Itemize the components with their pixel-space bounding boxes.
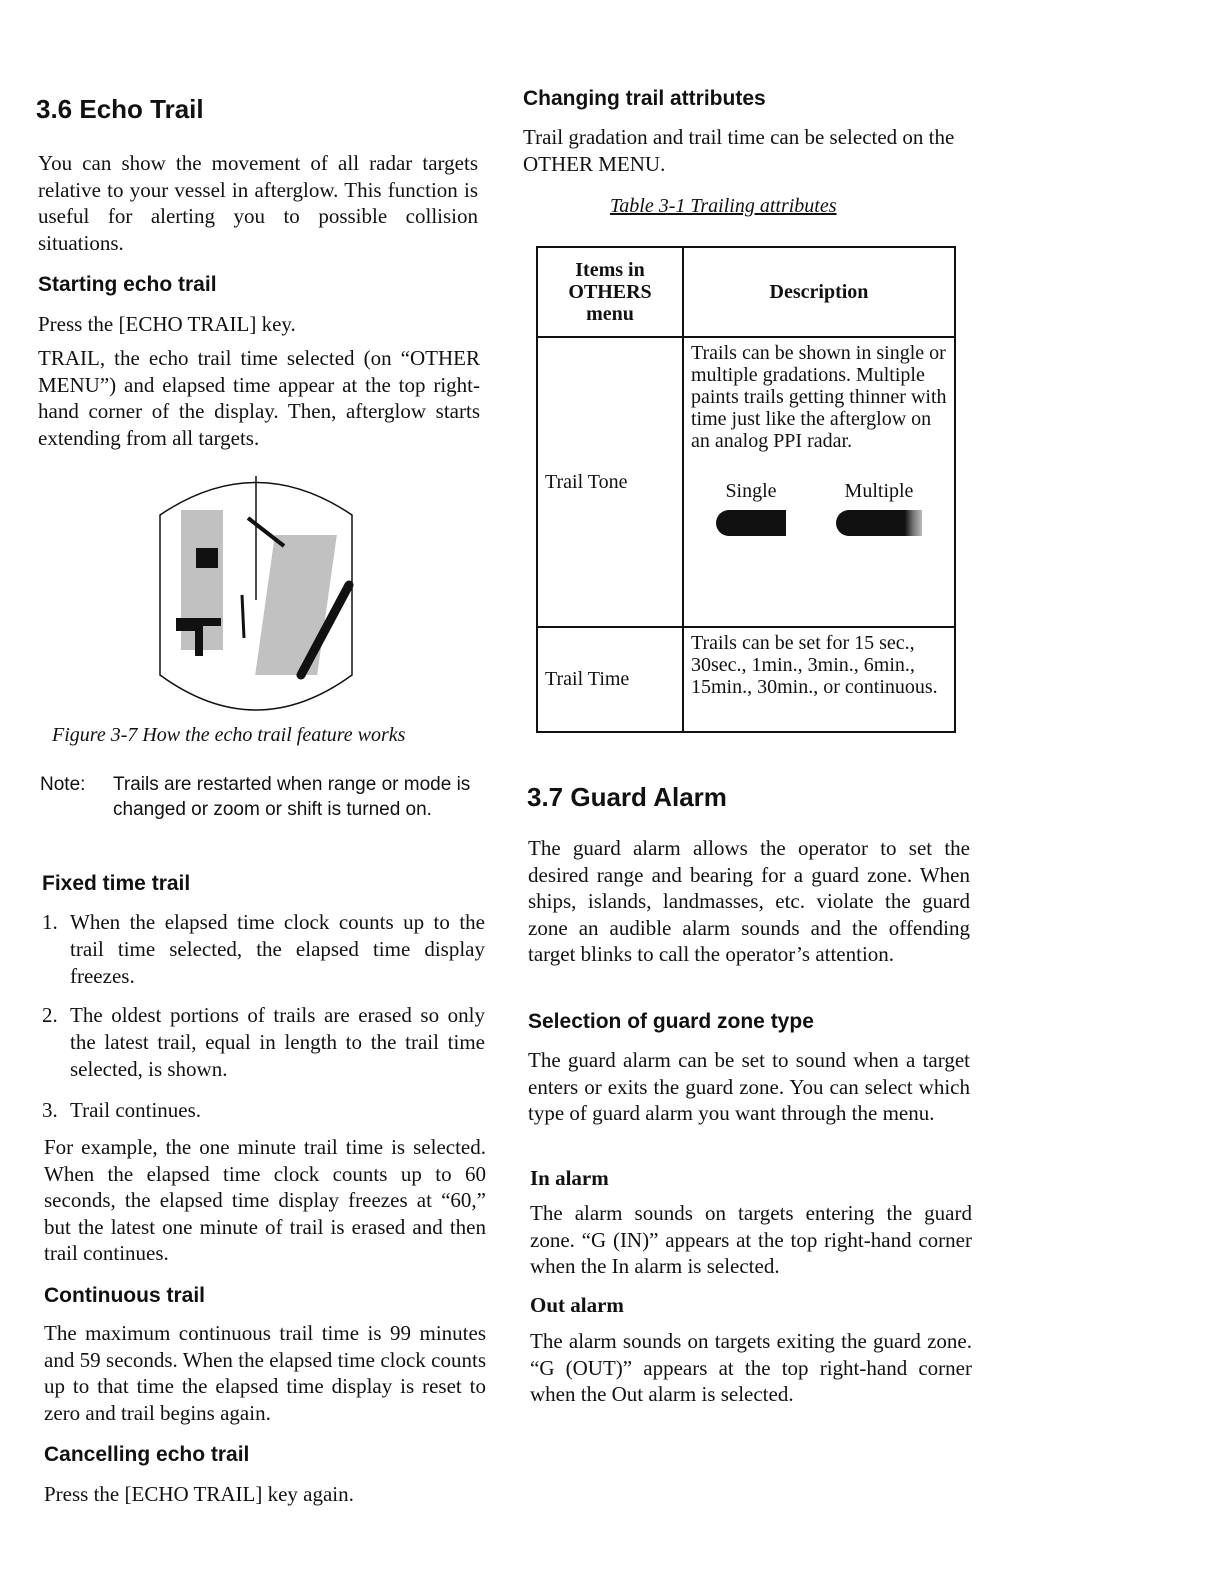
heading-continuous-trail: Continuous trail xyxy=(44,1284,205,1307)
continuous-trail-text: The maximum continuous trail time is 99 minutes and 59 seconds. When the elapsed time clock counts up to that time the elapsed time display is reset to zero and trail begins again. xyxy=(44,1321,486,1425)
list-text: Trail continues. xyxy=(70,1098,202,1122)
multiple-tone-bar xyxy=(836,510,922,536)
guard-alarm-intro: The guard alarm allows the operator to set the desired range and bearing for a guard zone. When ships, islands, landmasses, etc. violate the guard zone an audible alarm sounds and the offending target blinks to call the operator’s attention. xyxy=(528,836,970,966)
row-item: Trail Tone xyxy=(537,337,683,627)
heading-starting-echo-trail: Starting echo trail xyxy=(38,273,217,296)
list-item xyxy=(42,1097,485,1124)
heading-cancelling-echo-trail: Cancelling echo trail xyxy=(44,1443,250,1466)
figure-caption: Figure 3-7 How the echo trail feature works xyxy=(52,724,406,746)
echo-trail-intro: You can show the movement of all radar targets relative to your vessel in afterglow. This function is useful for alerting you to possible collision situations. xyxy=(38,151,478,255)
header-items: Items in OTHERS menu xyxy=(537,247,683,337)
table-caption: Table 3-1 Trailing attributes xyxy=(610,195,837,217)
table-row xyxy=(537,627,955,732)
row-description-cell xyxy=(683,337,955,627)
echo-trail-figure xyxy=(156,470,356,720)
note-text: Trails are restarted when range or mode is changed or zoom or shift is turned on. xyxy=(113,774,471,820)
heading-changing-trail-attributes: Changing trail attributes xyxy=(523,87,766,110)
guard-zone-type-text: The guard alarm can be set to sound when a target enters or exits the guard zone. You can select which type of guard alarm you want through the menu. xyxy=(528,1048,970,1125)
in-alarm-text: The alarm sounds on targets entering the guard zone. “G (IN)” appears at the top right-hand corner when the In alarm is selected. xyxy=(530,1201,972,1278)
table-header-row xyxy=(537,247,955,337)
multiple-label: Multiple xyxy=(844,480,914,502)
list-number: 2. xyxy=(42,1003,58,1027)
multiple-sample xyxy=(836,480,922,541)
section-title-guard-alarm: 3.7 Guard Alarm xyxy=(527,782,727,812)
starting-description: TRAIL, the echo trail time selected (on “OTHER MENU”) and elapsed time appear at the top right-hand corner of the display. Then, afterglow starts extending from all targets. xyxy=(38,346,480,450)
changing-trail-text: Trail gradation and trail time can be selected on the OTHER MENU. xyxy=(523,125,955,176)
single-tone-bar xyxy=(716,510,786,536)
table-row xyxy=(537,337,955,627)
fixed-trail-example: For example, the one minute trail time is selected. When the elapsed time clock counts up to 60 seconds, the elapsed time display freezes at “60,” but the latest one minute of trail is erased and then trail continues. xyxy=(44,1135,486,1265)
list-item xyxy=(42,1002,485,1083)
single-label: Single xyxy=(725,480,777,502)
trailing-attributes-table xyxy=(536,246,956,733)
section-title-echo-trail: 3.6 Echo Trail xyxy=(36,94,204,124)
cancel-text: Press the [ECHO TRAIL] key again. xyxy=(44,1482,354,1506)
single-sample xyxy=(716,480,786,541)
header-description: Description xyxy=(683,247,955,337)
list-item xyxy=(42,909,485,990)
heading-in-alarm: In alarm xyxy=(530,1166,609,1190)
list-number: 1. xyxy=(42,910,58,934)
out-alarm-text: The alarm sounds on targets exiting the guard zone. “G (OUT)” appears at the top right-hand corner when the Out alarm is selected. xyxy=(530,1329,972,1406)
list-text: When the elapsed time clock counts up to the trail time selected, the elapsed time display freezes. xyxy=(70,910,485,988)
starting-step: Press the [ECHO TRAIL] key. xyxy=(38,312,296,336)
note-label: Note: xyxy=(40,774,86,795)
row-description: Trails can be shown in single or multiple gradations. Multiple paints trails getting thinner with time just like the afterglow on an analog PPI radar. xyxy=(691,342,947,452)
heading-out-alarm: Out alarm xyxy=(530,1293,624,1317)
heading-fixed-time-trail: Fixed time trail xyxy=(42,872,191,895)
list-text: The oldest portions of trails are erased so only the latest trail, equal in length to the trail time selected, is shown. xyxy=(70,1003,485,1081)
list-number: 3. xyxy=(42,1098,58,1122)
heading-guard-zone-type: Selection of guard zone type xyxy=(528,1010,814,1033)
row-item: Trail Time xyxy=(537,627,683,732)
row-description: Trails can be set for 15 sec., 30sec., 1min., 3min., 6min., 15min., 30min., or continuous. xyxy=(683,627,955,732)
